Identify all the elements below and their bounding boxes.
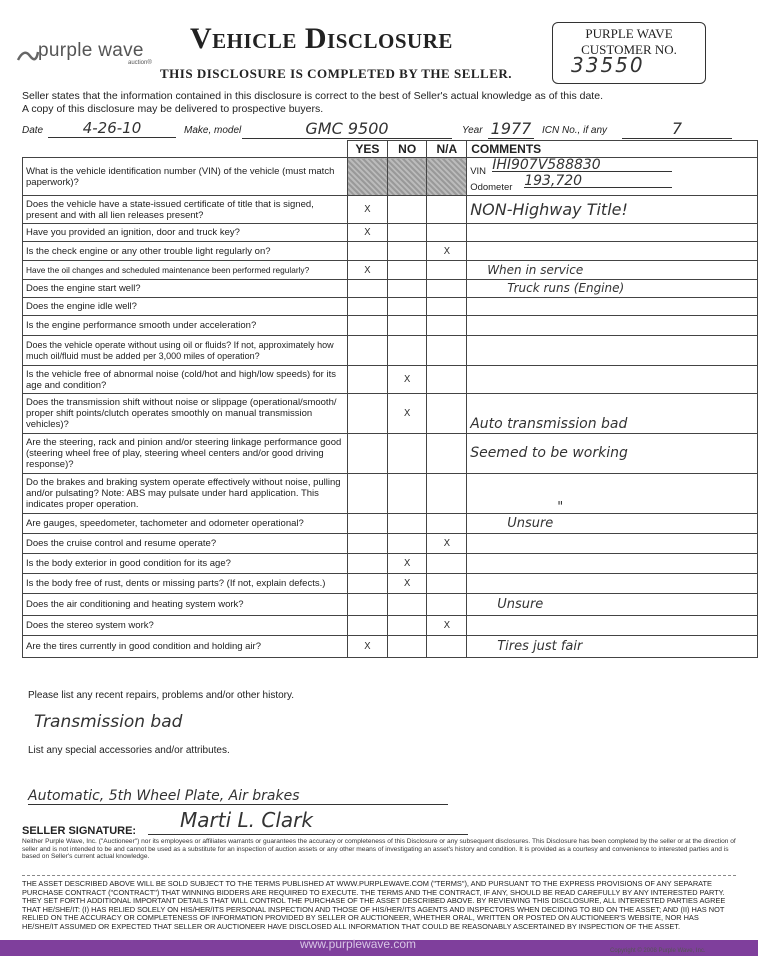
yes-column-header: YES <box>347 141 387 158</box>
intro-line1: Seller states that the information contained in this disclosure is correct to the best of Seller's actual knowledge as of this date. <box>22 90 603 102</box>
yes-cell <box>347 434 387 474</box>
table-row <box>23 280 758 298</box>
question-text: Is the check engine or any other trouble light regularly on? <box>23 242 348 261</box>
table-row <box>23 298 758 316</box>
question-text: Is the body free of rust, dents or missing parts? (If not, explain defects.) <box>23 574 348 594</box>
footer-url[interactable]: www.purplewave.com <box>300 937 417 951</box>
table-row <box>23 158 758 196</box>
comment-cell <box>467 316 758 336</box>
icn-field: 7 <box>622 119 732 139</box>
question-text: Does the engine start well? <box>23 280 348 298</box>
question-text: Is the vehicle free of abnormal noise (cold/hot and high/low speeds) for its age and condition? <box>23 366 348 394</box>
na-cell <box>427 514 467 534</box>
odometer-label: Odometer <box>470 181 513 193</box>
na-cell <box>427 158 467 196</box>
no-cell <box>387 196 427 224</box>
comment-cell <box>467 298 758 316</box>
no-cell: X <box>387 394 427 434</box>
question-text: Does the engine idle well? <box>23 298 348 316</box>
page-subtitle: THIS DISCLOSURE IS COMPLETED BY THE SELLER. <box>160 66 513 81</box>
table-row <box>23 261 758 280</box>
table-row <box>23 636 758 658</box>
table-row <box>23 242 758 261</box>
comment-cell: Tires just fair <box>467 636 758 658</box>
comment-cell <box>467 534 758 554</box>
no-cell: X <box>387 574 427 594</box>
question-text: Does the cruise control and resume operate? <box>23 534 348 554</box>
no-cell <box>387 514 427 534</box>
comment-cell: Auto transmission bad <box>467 394 758 434</box>
table-row <box>23 316 758 336</box>
na-cell: X <box>427 242 467 261</box>
date-label: Date <box>22 125 44 136</box>
table-row <box>23 434 758 474</box>
yes-cell: X <box>347 224 387 242</box>
yes-cell <box>347 474 387 514</box>
na-cell: X <box>427 616 467 636</box>
customer-number-value: 33550 <box>571 53 645 77</box>
no-cell <box>387 242 427 261</box>
question-text: Is the engine performance smooth under acceleration? <box>23 316 348 336</box>
disclosure-table <box>22 140 758 658</box>
year-label: Year <box>462 125 483 136</box>
yes-cell <box>347 514 387 534</box>
na-cell <box>427 554 467 574</box>
na-cell <box>427 298 467 316</box>
customer-number-box <box>552 22 706 84</box>
no-cell <box>387 616 427 636</box>
comment-cell <box>467 554 758 574</box>
comment-cell: Unsure <box>467 514 758 534</box>
intro-text <box>22 90 732 116</box>
seller-signature-label: SELLER SIGNATURE: <box>22 825 137 837</box>
table-row <box>23 394 758 434</box>
vin-odometer-cell <box>467 158 758 196</box>
yes-cell <box>347 594 387 616</box>
na-cell <box>427 196 467 224</box>
comment-cell: Unsure <box>467 594 758 616</box>
comment-cell <box>467 574 758 594</box>
no-cell <box>387 434 427 474</box>
table-row <box>23 574 758 594</box>
table-row <box>23 594 758 616</box>
na-cell <box>427 316 467 336</box>
comment-cell: " <box>467 474 758 514</box>
comment-cell: When in service <box>467 261 758 280</box>
comment-cell: NON-Highway Title! <box>467 196 758 224</box>
question-text: Have you provided an ignition, door and truck key? <box>23 224 348 242</box>
question-text: Does the air conditioning and heating system work? <box>23 594 348 616</box>
na-cell <box>427 280 467 298</box>
no-cell <box>387 158 427 196</box>
comment-cell: Seemed to be working <box>467 434 758 474</box>
table-row <box>23 616 758 636</box>
yes-cell <box>347 336 387 366</box>
yes-cell <box>347 242 387 261</box>
na-cell <box>427 366 467 394</box>
comment-cell: Truck runs (Engine) <box>467 280 758 298</box>
question-text: Have the oil changes and scheduled maintenance been performed regularly? <box>23 261 348 280</box>
wave-icon <box>16 46 40 68</box>
question-text: Does the stereo system work? <box>23 616 348 636</box>
table-row <box>23 514 758 534</box>
table-row <box>23 534 758 554</box>
vin-field: IHI907V588830 <box>492 160 672 172</box>
vehicle-info-line <box>22 119 734 137</box>
seller-signature: Marti L. Clark <box>180 808 313 832</box>
yes-cell: X <box>347 196 387 224</box>
page-title: Vehicle Disclosure <box>190 22 453 55</box>
table-row <box>23 474 758 514</box>
intro-line2: A copy of this disclosure may be delivered to prospective buyers. <box>22 103 324 115</box>
na-cell <box>427 574 467 594</box>
na-cell <box>427 594 467 616</box>
purple-wave-logo <box>16 38 156 78</box>
question-text: Does the vehicle have a state-issued certificate of title that is signed, present and with all lien releases present? <box>23 196 348 224</box>
no-cell <box>387 298 427 316</box>
copyright: Copyright © 2008 Purple Wave, Inc. <box>610 948 706 954</box>
no-cell: X <box>387 366 427 394</box>
table-row <box>23 554 758 574</box>
date-field: 4-26-10 <box>48 119 176 138</box>
vin-label: VIN <box>470 165 487 177</box>
comment-cell <box>467 366 758 394</box>
no-cell <box>387 316 427 336</box>
odometer-field: 193,720 <box>524 176 672 188</box>
na-cell <box>427 394 467 434</box>
question-text: Does the transmission shift without noise or slippage (operational/smooth/ proper shift points/clutch operates smoothly on manual transmission vehicles)? <box>23 394 348 434</box>
logo-subtext: auction® <box>128 60 152 66</box>
year-field: 1977 <box>488 119 534 139</box>
table-row <box>23 366 758 394</box>
make-model-field: GMC 9500 <box>242 119 452 139</box>
no-cell <box>387 261 427 280</box>
divider <box>22 875 736 876</box>
yes-cell <box>347 574 387 594</box>
customer-box-line2: CUSTOMER NO. <box>581 42 677 57</box>
yes-cell: X <box>347 261 387 280</box>
question-text: Does the vehicle operate without using oil or fluids? If not, approximately how much oil/fluid must be added per 3,000 miles of operation? <box>23 336 348 366</box>
no-column-header: NO <box>387 141 427 158</box>
no-cell <box>387 636 427 658</box>
no-cell <box>387 594 427 616</box>
no-cell <box>387 336 427 366</box>
signature-line <box>148 834 468 835</box>
na-column-header: N/A <box>427 141 467 158</box>
comment-cell <box>467 616 758 636</box>
comment-cell <box>467 242 758 261</box>
no-cell: X <box>387 554 427 574</box>
terms-text: THE ASSET DESCRIBED ABOVE WILL BE SOLD SUBJECT TO THE TERMS PUBLISHED AT WWW.PURPLEWAVE.COM ("TERMS"), AND PURSUANT TO THE EXPRESS PROVISIONS OF ANY SEPARATE PURCHASE CONTRACT ("CONTRACT") THAT WINNING BIDDERS ARE REQUIRED TO EXECUTE. THE TERMS AND THE CONTRACT, IF ANY, SHOULD BE READ CAREFULLY BY ANY INTERESTED PARTY. THEY SET FORTH ADDITIONAL IMPORTANT DETAILS THAT WILL CONTROL THE PURCHASE OF THE ASSET DESCRIBED ABOVE. BY REVIEWING THIS DISCLOSURE, ALL INTERESTED PARTIES AGREE THAT HE/SHE/IT: (I) HAS RELIED SOLELY ON HIS/HER/ITS PERSONAL INSPECTION AND THOSE OF HIS/HER/ITS AGENTS AND INSPECTORS WHEN DECIDING TO BID ON THE ASSET; AND (II) HAS NOT RELIED ON THE ACCURACY OR COMPLETENESS OF INFORMATION PROVIDED BY SELLER OR AUCTIONEER, WHETHER ORAL, WRITTEN OR POSTED ON AUCTIONEER'S WEBSITE, NOR HAS HE/SHE/IT ASSUMED OR EXPECTED THAT SELLER OR AUCTIONEER HAVE DISCLOSED ALL INFORMATION THAT COULD BE REASONABLY ASCERTAINED BY INSPECTION OF THE ASSET. <box>22 879 726 931</box>
comments-column-header: COMMENTS <box>467 141 758 158</box>
table-row <box>23 224 758 242</box>
yes-cell: X <box>347 636 387 658</box>
no-cell <box>387 280 427 298</box>
yes-cell <box>347 616 387 636</box>
question-text: Do the brakes and braking system operate effectively without noise, pulling and/or pulsating? Note: ABS may pulsate under hard application. This indicates proper operation. <box>23 474 348 514</box>
question-text: Are the tires currently in good condition and holding air? <box>23 636 348 658</box>
question-text: Are gauges, speedometer, tachometer and odometer operational? <box>23 514 348 534</box>
repairs-label: Please list any recent repairs, problems and/or other history. <box>28 690 295 701</box>
question-text: Is the body exterior in good condition for its age? <box>23 554 348 574</box>
comment-cell <box>467 336 758 366</box>
logo-text: purple wave <box>38 40 144 61</box>
na-cell <box>427 261 467 280</box>
na-cell <box>427 474 467 514</box>
yes-cell <box>347 554 387 574</box>
icn-label: ICN No., if any <box>542 125 608 136</box>
yes-cell <box>347 394 387 434</box>
no-cell <box>387 534 427 554</box>
yes-cell <box>347 158 387 196</box>
table-row <box>23 336 758 366</box>
repairs-value: Transmission bad <box>34 712 183 732</box>
yes-cell <box>347 366 387 394</box>
yes-cell <box>347 534 387 554</box>
yes-cell <box>347 280 387 298</box>
question-text: What is the vehicle identification number (VIN) of the vehicle (must match paperwork)? <box>23 158 348 196</box>
na-cell: X <box>427 534 467 554</box>
no-cell <box>387 474 427 514</box>
yes-cell <box>347 316 387 336</box>
na-cell <box>427 434 467 474</box>
comment-cell <box>467 224 758 242</box>
no-cell <box>387 224 427 242</box>
make-model-label: Make, model <box>184 125 242 136</box>
question-text: Are the steering, rack and pinion and/or steering linkage performance good (steering wheel free of play, steering wheel centers and/or good driving response)? <box>23 434 348 474</box>
na-cell <box>427 224 467 242</box>
table-row <box>23 196 758 224</box>
customer-box-line1: PURPLE WAVE <box>585 26 673 41</box>
yes-cell <box>347 298 387 316</box>
accessories-label: List any special accessories and/or attributes. <box>28 745 230 756</box>
na-cell <box>427 636 467 658</box>
accessories-value: Automatic, 5th Wheel Plate, Air brakes <box>28 788 448 805</box>
disclaimer-text: Neither Purple Wave, Inc. ("Auctioneer") nor its employees or affiliates warrants or guarantees the accuracy or completeness of this Disclosure or any subsequent disclosures. This Disclosure has been completed by the seller or at the direction of seller and is not intended to be and cannot be used as a substitute for an inspection of auction assets or any other means of investigating an asset's history and condition. It is provided as a courtesy and convenience to interested parties and is based on Seller's current actual knowledge. <box>22 838 736 860</box>
na-cell <box>427 336 467 366</box>
